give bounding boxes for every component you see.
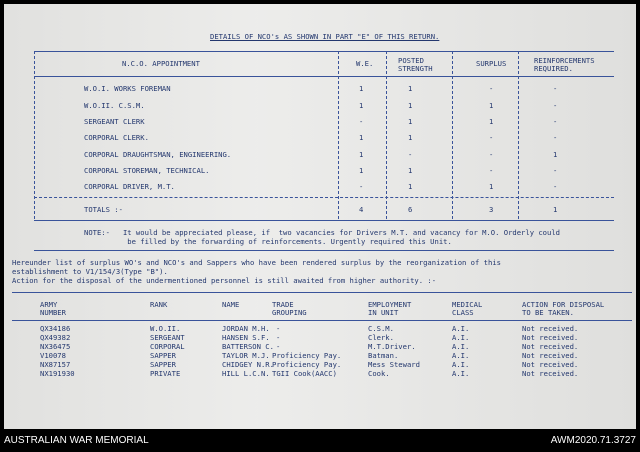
header-we: W.E. (356, 59, 374, 68)
row-posted: 1 (408, 101, 413, 110)
p-row-employment: M.T.Driver. (368, 342, 416, 351)
row-appointment: W.O.II. C.S.M. (84, 101, 145, 110)
row-we: - (359, 117, 364, 126)
header-appointment: N.C.O. APPOINTMENT (122, 59, 200, 68)
p-row-employment: Batman. (368, 351, 399, 360)
p-row-action: Not received. (522, 369, 579, 378)
table-header-rule (34, 76, 614, 77)
p-row-trade: TGII Cook(AACC) (272, 369, 337, 378)
p-row-rank: CORPORAL (150, 342, 185, 351)
totals-we: 4 (359, 205, 364, 214)
col-rule (452, 51, 453, 219)
personnel-top-rule (12, 292, 632, 293)
row-we: - (359, 182, 364, 191)
row-posted: 1 (408, 117, 413, 126)
row-we: 1 (359, 150, 364, 159)
p-row-employment: Clerk. (368, 333, 394, 342)
p-row-number: NX191930 (40, 369, 75, 378)
row-surplus: 1 (489, 101, 494, 110)
row-surplus: - (489, 166, 494, 175)
intro-line-1: Hereunder list of surplus WO's and NCO's and Sappers who have been rendered surplus by the reorganization of this (12, 258, 501, 267)
totals-posted: 6 (408, 205, 413, 214)
p-row-medical: A.I. (452, 360, 470, 369)
note-bottom-rule (34, 250, 614, 251)
row-surplus: - (489, 150, 494, 159)
row-appointment: CORPORAL DRIVER, M.T. (84, 182, 175, 191)
archive-footer (0, 430, 640, 452)
p-row-name: JORDAN M.H. (222, 324, 270, 333)
p-header-name: NAME (222, 300, 240, 309)
p-row-name: CHIDGEY N.R. (222, 360, 274, 369)
p-row-rank: PRIVATE (150, 369, 181, 378)
row-we: 1 (359, 84, 364, 93)
intro-line-2: establishment to V1/154/3(Type "B"). (12, 267, 168, 276)
p-row-action: Not received. (522, 324, 579, 333)
intro-line-3: Action for the disposal of the undermentioned personnel is still awaited from higher authority. :- (12, 276, 437, 285)
p-row-employment: C.S.M. (368, 324, 394, 333)
row-appointment: CORPORAL DRAUGHTSMAN, ENGINEERING. (84, 150, 232, 159)
p-row-trade: - (276, 333, 281, 342)
p-row-rank: SERGEANT (150, 333, 185, 342)
p-row-action: Not received. (522, 333, 579, 342)
header-reinforcements-1: REINFORCEMENTS (534, 56, 595, 65)
row-surplus: - (489, 133, 494, 142)
p-row-medical: A.I. (452, 324, 470, 333)
row-surplus: - (489, 84, 494, 93)
p-row-trade: Proficiency Pay. (272, 351, 342, 360)
row-we: 1 (359, 133, 364, 142)
row-reinf: 1 (553, 150, 558, 159)
p-header-action-2: TO BE TAKEN. (522, 308, 574, 317)
footer-accession-number: AWM2020.71.3727 (550, 435, 636, 446)
p-row-name: BATTERSON C. (222, 342, 274, 351)
row-appointment: CORPORAL CLERK. (84, 133, 149, 142)
p-row-action: Not received. (522, 342, 579, 351)
row-reinf: - (553, 133, 558, 142)
p-header-employment-2: IN UNIT (368, 308, 399, 317)
p-row-number: QX49382 (40, 333, 71, 342)
p-row-trade: - (276, 324, 281, 333)
personnel-header-rule (12, 320, 632, 321)
p-row-employment: Mess Steward (368, 360, 420, 369)
row-appointment: CORPORAL STOREMAN, TECHNICAL. (84, 166, 210, 175)
row-we: 1 (359, 101, 364, 110)
row-appointment: SERGEANT CLERK (84, 117, 145, 126)
header-surplus: SURPLUS (476, 59, 507, 68)
p-row-medical: A.I. (452, 351, 470, 360)
row-reinf: - (553, 84, 558, 93)
row-reinf: - (553, 117, 558, 126)
totals-label: TOTALS :- (84, 205, 123, 214)
p-row-name: TAYLOR M.J. (222, 351, 270, 360)
row-posted: 1 (408, 84, 413, 93)
p-header-medical-1: MEDICAL (452, 300, 483, 309)
p-row-number: NX36475 (40, 342, 71, 351)
col-rule (386, 51, 387, 219)
row-reinf: - (553, 166, 558, 175)
row-appointment: W.O.I. WORKS FOREMAN (84, 84, 171, 93)
totals-surplus: 3 (489, 205, 494, 214)
p-row-number: QX34186 (40, 324, 71, 333)
row-surplus: 1 (489, 182, 494, 191)
p-header-army-1: ARMY (40, 300, 58, 309)
totals-reinf: 1 (553, 205, 558, 214)
col-rule (338, 51, 339, 219)
header-posted-1: POSTED (398, 56, 424, 65)
p-header-action-1: ACTION FOR DISPOSAL (522, 300, 605, 309)
col-rule (518, 51, 519, 219)
p-row-action: Not received. (522, 360, 579, 369)
row-posted: - (408, 150, 413, 159)
p-row-number: V10078 (40, 351, 66, 360)
p-header-trade-2: GROUPING (272, 308, 307, 317)
p-header-trade-1: TRADE (272, 300, 294, 309)
p-row-medical: A.I. (452, 333, 470, 342)
p-row-trade: - (276, 342, 281, 351)
totals-rule (34, 197, 614, 198)
p-row-name: HILL L.C.N. (222, 369, 270, 378)
table-left-rule (34, 51, 35, 219)
row-posted: 1 (408, 133, 413, 142)
header-reinforcements-2: REQUIRED. (534, 64, 573, 73)
row-surplus: 1 (489, 117, 494, 126)
table-top-rule (34, 51, 614, 52)
p-row-employment: Cook. (368, 369, 390, 378)
note-line-2: be filled by the forwarding of reinforcements. Urgently required this Unit. (84, 237, 452, 246)
table-bottom-rule (34, 220, 614, 221)
row-reinf: - (553, 182, 558, 191)
p-row-name: HANSEN S.F. (222, 333, 270, 342)
p-row-rank: SAPPER (150, 351, 176, 360)
row-posted: 1 (408, 166, 413, 175)
p-row-trade: Proficiency Pay. (272, 360, 342, 369)
p-header-army-2: NUMBER (40, 308, 66, 317)
p-row-rank: SAPPER (150, 360, 176, 369)
p-row-medical: A.I. (452, 342, 470, 351)
footer-institution: AUSTRALIAN WAR MEMORIAL (4, 435, 149, 446)
note-line-1: NOTE:- It would be appreciated please, if two vacancies for Drivers M.T. and vacancy for M.O. Orderly could (84, 228, 560, 237)
header-posted-2: STRENGTH (398, 64, 433, 73)
p-header-medical-2: CLASS (452, 308, 474, 317)
p-header-rank: RANK (150, 300, 168, 309)
p-row-action: Not received. (522, 351, 579, 360)
row-reinf: - (553, 101, 558, 110)
document-page (4, 4, 636, 429)
row-posted: 1 (408, 182, 413, 191)
row-we: 1 (359, 166, 364, 175)
document-title: DETAILS OF NCO's AS SHOWN IN PART "E" OF THIS RETURN. (210, 32, 440, 41)
p-row-rank: W.O.II. (150, 324, 181, 333)
p-row-medical: A.I. (452, 369, 470, 378)
p-header-employment-1: EMPLOYMENT (368, 300, 412, 309)
p-row-number: NX87157 (40, 360, 71, 369)
